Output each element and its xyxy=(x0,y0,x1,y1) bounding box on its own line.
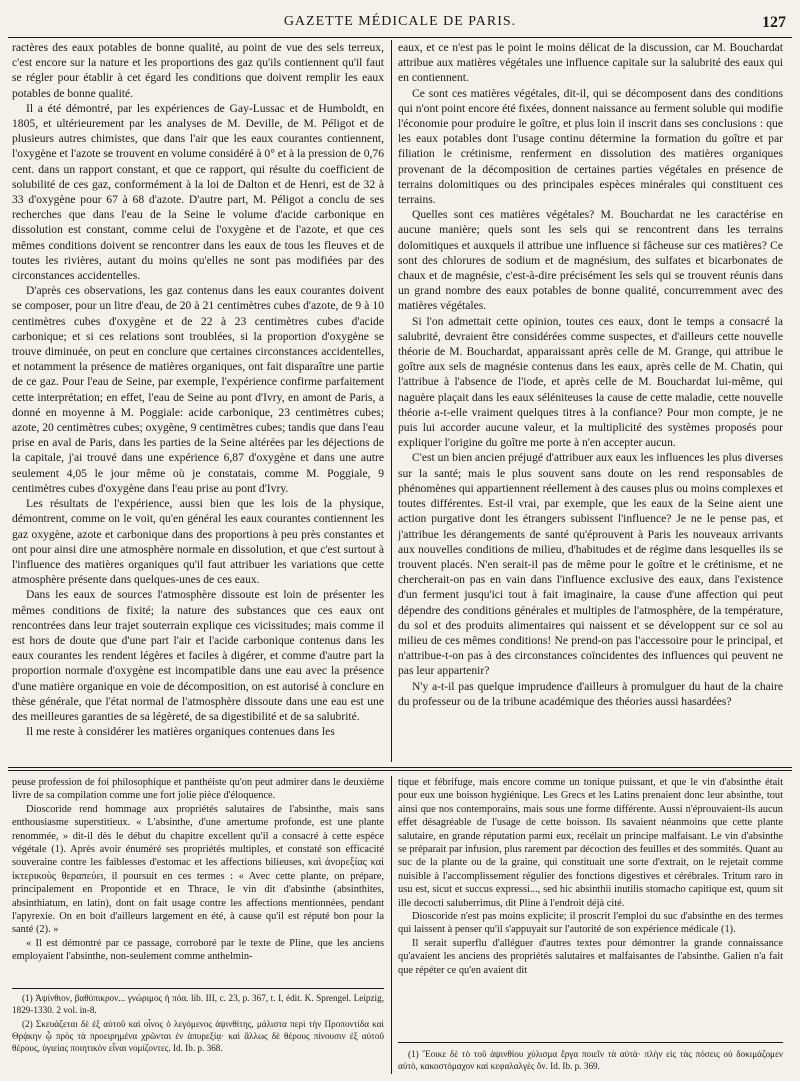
upper-left-column xyxy=(12,40,384,762)
upper-right-column xyxy=(398,40,783,762)
paragraph: tique et fébrifuge, mais encore comme un tonique puissant, et que le vin d'absinthe était pour eux une boisson hygiénique. Les Grecs et les Latins prenaient donc leur absinthe, tout ainsi que nos contemporains, mais sous une forme différente. Aussi n'éprouvaient-ils aucun effet désagréable de l'usage de cette boisson. Ils savaient néanmoins que cette plante salutaire, en grande réputation parmi eux, recélait un principe malfaisant. Le vin d'absinthe se préparait par infusion, plus rarement par décoction des feuilles et des sommités. Quant au suc de la plante ou de la graine, qui constituait une sorte d'extrait, on le rejetait comme nuisible à l'accomplissement régulier des fonctions digestives et cérébrales. Tritum raro in usu est, sicut et succus expressi..., sed hic absinthii inutilis stomacho capitique est, quum sit ille decocti saluberrimus, dit Pline à l'endroit déjà cité. xyxy=(398,777,783,909)
footnote-rule xyxy=(12,988,384,989)
paragraph: Ce sont ces matières végétales, dit-il, qui se décomposent dans des conditions qui n'ont point encore été fixées, donnent naissance au ferment soluble qui modifie l'économie pour produire le goître, et plus loin il inscrit dans ses conclusions : que les eaux potables dont l'usage continu détermine la formation du goître et par filiation le crétinisme, renferment en dissolution des matières organiques provenant de la décomposition de certaines parties végétales en présence de terrains dolomitiques ou des principales espèces minérales qui constituent ces terrains. xyxy=(398,86,783,207)
footnote: (1) Ἀψίνθιον, βαθύπικρον... γνώριμος ἡ πόα. lib. III, c. 23, p. 367, t. I, édit. K. Sprengel. Leipzig, 1829-1330. 2 vol. in-8. xyxy=(12,993,384,1015)
paragraph: eaux, et ce n'est pas le point le moins délicat de la discussion, car M. Bouchardat attribue aux matières végétales une influence capitale sur la salubrité des eaux qui en contiennent. xyxy=(398,41,783,85)
paragraph: Les résultats de l'expérience, aussi bien que les lois de la physique, démontrent, comme on le voit, qu'en général les eaux courantes contiennent les gaz oxygène, azote et carbonique dans des proportions à peu près constantes et ont pour ainsi dire une atmosphère normale en dissolution, et que c'est surtout à l'influence des matières organiques qu'il faut attribuer les variations que cette atmosphère présente dans quelques-unes de ces eaux. xyxy=(12,497,384,587)
paragraph: D'après ces observations, les gaz contenus dans les eaux courantes doivent se composer, pour un litre d'eau, de 20 à 21 centimètres cubes d'azote, de 9 à 10 centimètres cubes d'oxygène et de 22 à 23 centimètres cubes d'acide carbonique; et si ces relations sont troublées, si la proportion d'oxygène se trouve diminuée, on peut en conclure que certaines circonstances accidentelles, et notamment la présence de matières organiques, ont fait disparaître une partie de ce gaz. Pour l'eau de Seine, par exemple, l'expérience confirme parfaitement cette interprétation; en effet, l'eau de Seine au pont d'Ivry, en amont de Paris, a donné en moyenne à M. Poggiale: acide carbonique, 23 centimètres cubes; azote, 20 centimètres cubes; oxygène, 9 centimètres cubes; tandis que dans l'eau prise en aval de Paris, dans les parties de la Seine altérées par les déjections de la capitale, j'ai trouvé dans une expérience 6,87 d'oxygène et dans une autre seulement 4,05 le jour même où je constatais, comme M. Poggiale, 9 centimètres cubes d'oxygène dans l'eau prise au pont d'Ivry. xyxy=(12,284,384,495)
paragraph: ractères des eaux potables de bonne qualité, au point de vue des sels terreux, c'est encore sur la nature et les proportions des gaz qu'ils contiennent qu'il faut se régler pour établir à cet égard les conditions que doivent remplir les eaux potables de bonne qualité. xyxy=(12,41,384,100)
footnote-rule xyxy=(398,1042,783,1043)
paragraph: peuse profession de foi philosophique et panthéiste qu'on peut admirer dans le deuxième livre de sa compilation comme une fort jolie pièce d'éloquence. xyxy=(12,777,384,802)
paragraph: Dioscoride rend hommage aux propriétés salutaires de l'absinthe, mais sans enthousiasme superstitieux. « L'absinthe, d'une amertume profonde, est une plante renommée, » dit-il dès le début du chapitre excellent qu'il a consacré à cette espèce végétale (1). Après avoir énuméré ses propriétés multiples, et constaté son efficacité souveraine contre les faiblesses d'estomac et les affections bilieuses, καὶ ἀνορεξίας καὶ ἰκτερικοὺς θεραπεύει, il poursuit en ces termes : « Avec cette plante, on prépare, principalement en Propontide et en Thrace, le vin dit d'absinthe (absinthites, absinthiatum, en latin), dont on fait usage contre les affections mentionnées, pendant l'apyrexie. On en boit d'ailleurs largement en été, à cause qu'il est réputé bon pour la santé (2). » xyxy=(12,803,384,936)
paragraph: N'y a-t-il pas quelque imprudence d'ailleurs à promulguer du haut de la chaire du professeur ou de la tribune académique des théories aussi hasardées? xyxy=(398,679,783,708)
footnotes-right xyxy=(398,1048,783,1074)
feuilleton-left-column xyxy=(12,776,384,984)
paragraph: C'est un bien ancien préjugé d'attribuer aux eaux les influences les plus diverses sur la santé; mais le plus souvent sans doute on les rend responsables de phénomènes qui appartiennent réellement à des causes plus ou moins complexes et toutes différentes. Est-il vrai, par exemple, que les eaux de la Seine aient une action purgative dont les étrangers subissent l'influence? Je ne le pense pas, et j'attribue les dérangements de santé qu'éprouvent à Paris les nouveaux arrivants aux nouvelles conditions de milieu, d'habitudes et de régime dans lesquelles ils se trouvent placés. N'en serait-il pas de même pour le goître et le crétinisme, et ne chercherait-on pas en vain dans l'influence exclusive des eaux, dans l'existence d'un ferment jusqu'ici tout à fait imaginaire, la cause d'une affection qui peut dépendre des conditions générales et multiples de l'atmosphère, de la température, du sol et des produits alimentaires qui naissent et se développent sur ce sol au milieu de ces mêmes conditions! Ne prend-on pas l'accessoire pour le principal, et n'attribue-t-on pas à des circonstances coïncidentes des influences qui peuvent ne pas leur appartenir? xyxy=(398,451,783,678)
header-rule xyxy=(8,37,792,38)
column-divider xyxy=(391,776,392,1074)
paragraph: Il serait superflu d'alléguer d'autres textes pour démontrer la grande connaissance qu'avaient les anciens des propriétés salutaires et malfaisantes de l'absinthe. Galien n'a fait que répéter ce qu'en avaient dit xyxy=(398,937,783,976)
paragraph: Si l'on admettait cette opinion, toutes ces eaux, dont le temps a consacré la salubrité, devraient être considérées comme suspectes, et d'ailleurs cette nouvelle théorie de M. Bouchardat, apparaissant après celle de M. Grange, qui attribue le goître aux sels de magnésie contenus dans les eaux, après celle de M. Chatin, qui l'attribue à l'absence de l'iode, et après celle de M. Bouchardat lui-même, qui naguère plaçait dans les eaux séléniteuses la cause de cette maladie, cette nouvelle théorie a-t-elle vraiment quelques titres à la confiance? Pour mon compte, je ne puis lui accorder aucune valeur, et la multiplicité des systèmes proposés pour expliquer l'origine du goître me porte à n'en accepter aucun. xyxy=(398,314,783,450)
running-title: GAZETTE MÉDICALE DE PARIS. xyxy=(283,14,517,29)
footnote: (1) Ἔοικε δὲ τὸ τοῦ ἀψινθίου χύλισμα ἔργα ποιεῖν τὰ αὐτὰ· πλὴν εἰς τὰς πόσεις οὐ δοκιμάζομεν αὐτὸ, κακοστόμαχον καὶ κεφαλαλγὲς ὄν. Id. Ib. p. 369. xyxy=(398,1049,783,1071)
paragraph: Il me reste à considérer les matières organiques contenues dans les xyxy=(26,725,335,739)
feuilleton-right-column xyxy=(398,776,783,1008)
paragraph: Quelles sont ces matières végétales? M. Bouchardat ne les caractérise en aucune manière; quels sont les sels qui se rencontrent dans les terrains dolomitiques et auxquels il attribue une influence si fâcheuse sur ces matières? Ce sont des chlorures de sodium et de magnésium, des sulfates et bicarbonates de chaux et de magnésie, c'est-à-dire précisément les sels qui se trouvent réunis dans un grand nombre des eaux potables de bonne qualité, concurremment avec des matières végétales. xyxy=(398,208,783,313)
page-number: 127 xyxy=(762,14,786,31)
section-rule xyxy=(8,770,792,771)
paragraph: Il a été démontré, par les expériences de Gay-Lussac et de Humboldt, en 1805, et ultérieurement par les analyses de M. Deville, de M. Péligot et de plusieurs autres chimistes, que dans l'air que les eaux courantes contiennent, l'oxygène et l'azote se trouvent en volume considéré à 0° et à la pression de 0,76 cent. dans un rapport constant, et que ce rapport, qui résulte du coefficient de solubilité de ces gaz, conformément à la loi de Dalton et de Henri, est de 32 à 33 d'oxygène pour 67 à 68 d'azote. D'autre part, M. Péligot a conclu de ses recherches que dans l'eau de la Seine le volume d'acide carbonique en dissolution est constant, comme celui de l'oxygène et de l'azote, et que ces mêmes conditions doivent se rencontrer dans les eaux de tous les fleuves et de toutes les rivières, autant du moins qu'elles ne sont pas modifiées par des circonstances accidentelles. xyxy=(12,101,384,283)
column-divider xyxy=(391,40,392,762)
paragraph: « Il est démontré par ce passage, corroboré par le texte de Pline, que les anciens employaient l'absinthe, non-seulement comme anthelmin- xyxy=(12,937,384,963)
footnote: (2) Σκευάζεται δὲ ἐξ αὐτοῦ καὶ οἶνος ὁ λεγόμενος ἀψινθίτης, μάλιστα περὶ τὴν Προποντίδα καὶ Θρᾴκην ᾧ πρὸς τὰ προειρημένα χρῶνται ἐν ἀπυρεξίᾳ· καὶ ἄλλως δὲ θέρους πίνουσιν ἐξ αὐτοῦ θέρους, ὑγιείας ποιητικὸν εἶναι νομίζοντες. Id. Ib. p. 368. xyxy=(12,1019,384,1053)
footnotes-left xyxy=(12,992,384,1056)
paragraph: Dioscoride n'est pas moins explicite; il proscrit l'emploi du suc d'absinthe en des termes qui laissent à penser qu'il s'appuyait sur l'autorité de son expérience médicale (1). xyxy=(398,911,783,936)
paragraph: Dans les eaux de sources l'atmosphère dissoute est loin de présenter les mêmes conditions de fixité; la nature des substances que ces eaux ont rencontrées dans leur trajet souterrain explique ces vicissitudes; mais comme il est hors de doute que d'une part l'air et l'acide carbonique contenus dans les eaux courantes les rendent légères et faciles à digérer, et comme d'autre part la proportion normale d'oxygène est incompatible dans une eau avec la présence d'une matière organique en voie de décomposition, on est autorisé à conclure en thèse générale, que l'état normal de l'atmosphère dissoute dans une eau est une des meilleures garanties de sa légèreté, de sa digestibilité et de sa salubrité. xyxy=(12,588,384,723)
page-header xyxy=(0,14,800,36)
section-rule xyxy=(8,767,792,768)
